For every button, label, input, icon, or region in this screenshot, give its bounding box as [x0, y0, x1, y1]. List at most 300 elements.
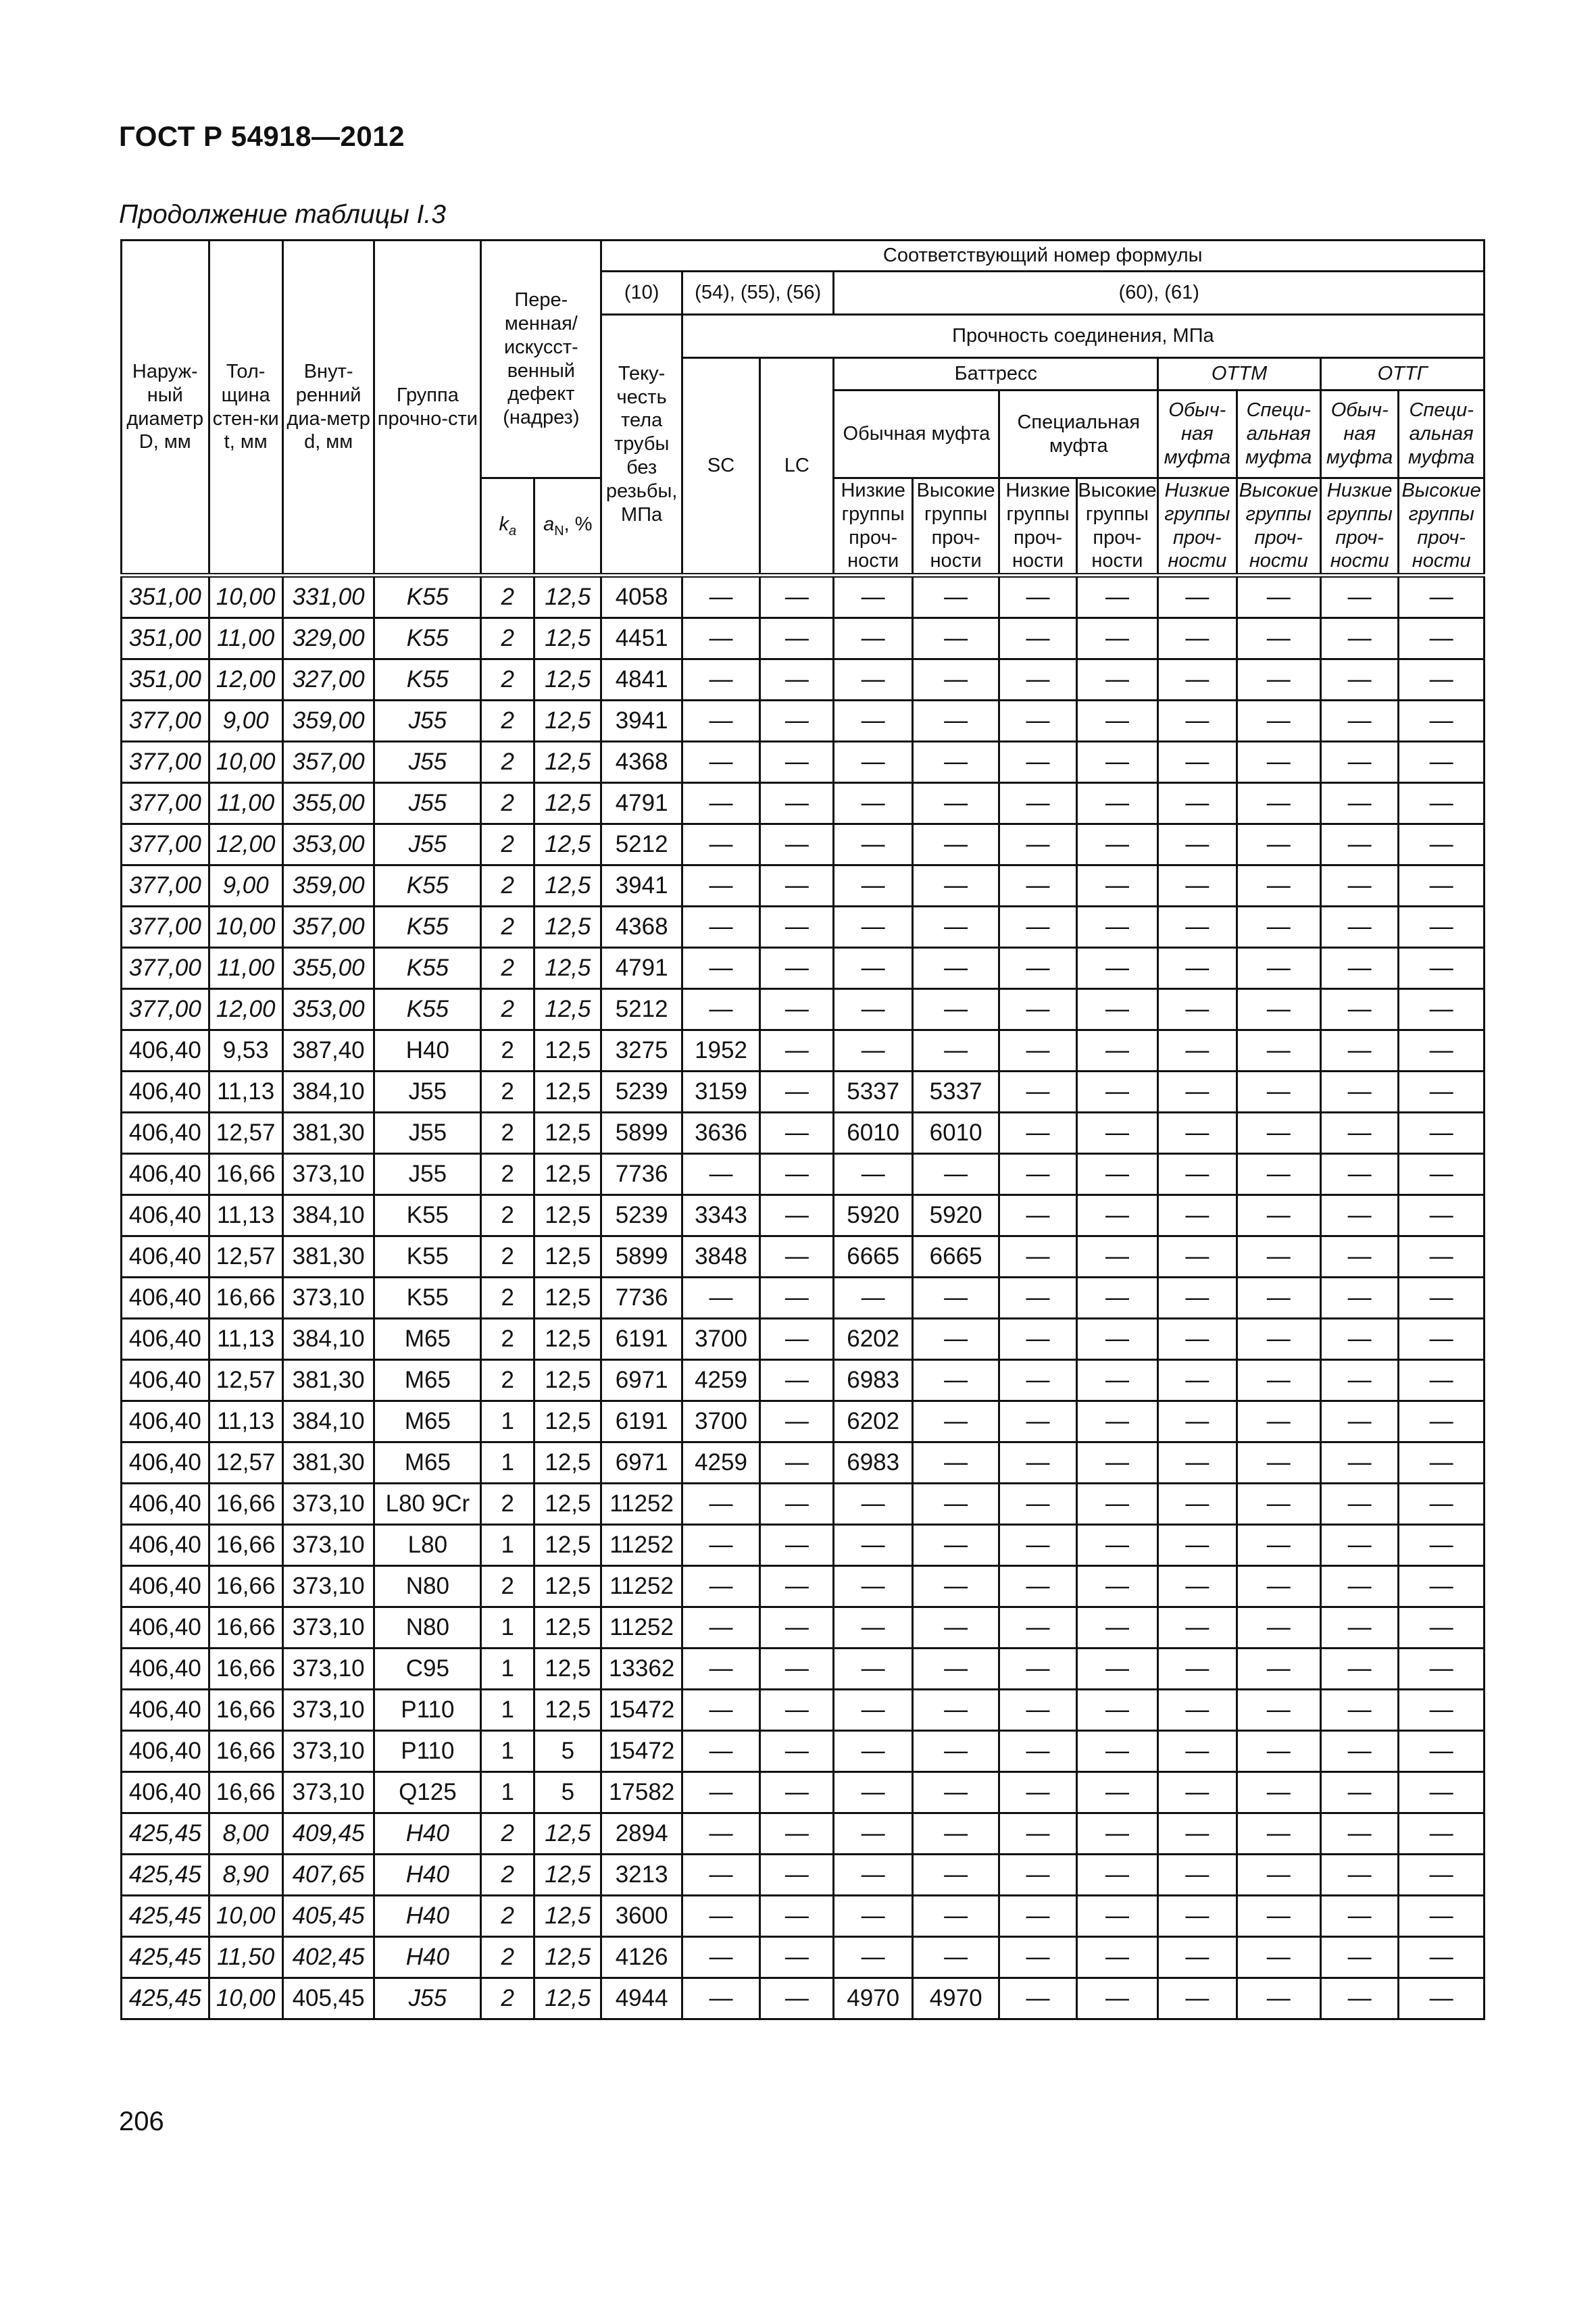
table-cell: —	[1076, 1236, 1157, 1278]
table-row	[122, 1236, 1485, 1278]
header-formula-54-56: (54), (55), (56)	[682, 272, 834, 315]
table-cell: —	[1321, 618, 1399, 659]
table-cell: —	[1076, 1896, 1157, 1937]
table-cell: 373,10	[282, 1772, 374, 1813]
table-cell: 357,00	[282, 907, 374, 948]
table-cell: 406,40	[122, 1484, 209, 1525]
table-cell: K55	[374, 907, 481, 948]
table-cell: 12,57	[209, 1360, 282, 1401]
table-cell: —	[999, 1484, 1076, 1525]
table-cell: 5920	[912, 1195, 999, 1236]
table-cell: 5212	[601, 989, 682, 1030]
table-cell: 3159	[682, 1072, 759, 1113]
an-label: $a_N$, %	[543, 513, 593, 538]
table-cell: 11,13	[209, 1401, 282, 1442]
table-cell: —	[1321, 948, 1399, 989]
table-cell: 1	[481, 1442, 534, 1484]
header-an	[534, 478, 601, 576]
header-low-groups: Низкие группы проч-ности	[834, 478, 912, 576]
table-cell: —	[999, 989, 1076, 1030]
table-cell: —	[1076, 1401, 1157, 1442]
table-cell: —	[760, 824, 834, 865]
table-cell: —	[1399, 1855, 1485, 1896]
table-cell: 9,00	[209, 701, 282, 742]
table-cell: —	[682, 1896, 759, 1937]
header-connection-strength: Прочность соединения, МПа	[682, 315, 1484, 358]
table-cell: —	[1399, 1442, 1485, 1484]
table-row	[122, 1896, 1485, 1937]
table-cell: —	[760, 865, 834, 907]
table-cell: 12,5	[534, 1154, 601, 1195]
table-cell: —	[1076, 1937, 1157, 1978]
table-cell: —	[1158, 1731, 1237, 1772]
table-cell: 3636	[682, 1113, 759, 1154]
table-cell: —	[1076, 1566, 1157, 1607]
table-cell: 3275	[601, 1030, 682, 1072]
table-cell: 355,00	[282, 948, 374, 989]
table-cell: —	[1158, 865, 1237, 907]
table-cell: 12,5	[534, 1401, 601, 1442]
table-cell: —	[682, 1978, 759, 2019]
table-cell: 10,00	[209, 907, 282, 948]
table-cell: 1	[481, 1731, 534, 1772]
table-cell: —	[834, 865, 912, 907]
table-cell: 6010	[834, 1113, 912, 1154]
table-cell: —	[682, 907, 759, 948]
table-cell: —	[760, 1030, 834, 1072]
table-cell: 3343	[682, 1195, 759, 1236]
table-cell: —	[1399, 701, 1485, 742]
header-buttress: Баттресс	[834, 358, 1158, 391]
table-cell: 373,10	[282, 1649, 374, 1690]
table-cell: —	[682, 1649, 759, 1690]
table-cell: 373,10	[282, 1566, 374, 1607]
table-body	[122, 576, 1485, 2019]
table-cell: K55	[374, 989, 481, 1030]
table-cell: —	[1237, 659, 1320, 701]
table-cell: 2	[481, 1195, 534, 1236]
table-cell: 406,40	[122, 1772, 209, 1813]
table-cell: —	[682, 865, 759, 907]
table-cell: —	[1237, 1113, 1320, 1154]
table-cell: —	[1321, 1649, 1399, 1690]
table-cell: —	[760, 1607, 834, 1649]
table-cell: —	[1158, 659, 1237, 701]
table-cell: 16,66	[209, 1154, 282, 1195]
header-special-coupling: Специальная муфта	[999, 391, 1158, 478]
table-cell: —	[999, 1731, 1076, 1772]
header-inner-diameter: Внут-ренний диа-метр d, мм	[282, 241, 374, 576]
table-cell: —	[999, 1360, 1076, 1401]
table-cell: —	[1237, 701, 1320, 742]
table-cell: —	[1399, 1978, 1485, 2019]
table-cell: 12,5	[534, 701, 601, 742]
table-cell: —	[1399, 742, 1485, 783]
table-cell: —	[1321, 1113, 1399, 1154]
table-cell: 5239	[601, 1195, 682, 1236]
table-cell: —	[1158, 1772, 1237, 1813]
table-cell: 406,40	[122, 1319, 209, 1360]
table-cell: —	[1076, 618, 1157, 659]
table-cell: —	[912, 989, 999, 1030]
table-cell: —	[760, 1401, 834, 1442]
table-cell: —	[1076, 1813, 1157, 1855]
table-cell: —	[760, 1442, 834, 1484]
table-cell: 12,57	[209, 1442, 282, 1484]
header-low-groups: Низкие группы проч-ности	[1321, 478, 1399, 576]
table-cell: 1952	[682, 1030, 759, 1072]
table-cell: —	[760, 1855, 834, 1896]
table-cell: 2	[481, 865, 534, 907]
table-cell: —	[912, 1030, 999, 1072]
table-cell: —	[1321, 1278, 1399, 1319]
table-cell: —	[760, 989, 834, 1030]
table-cell: —	[1076, 1690, 1157, 1731]
table-cell: —	[1399, 1937, 1485, 1978]
table-row	[122, 1154, 1485, 1195]
table-cell: —	[1076, 1855, 1157, 1896]
table-cell: 425,45	[122, 1978, 209, 2019]
table-cell: —	[999, 1195, 1076, 1236]
table-cell: 12,5	[534, 989, 601, 1030]
table-cell: —	[834, 783, 912, 824]
table-cell: 4791	[601, 783, 682, 824]
table-cell: —	[1237, 1607, 1320, 1649]
table-cell: 12,5	[534, 659, 601, 701]
table-cell: 5239	[601, 1072, 682, 1113]
table-cell: —	[1237, 1649, 1320, 1690]
table-cell: 12,5	[534, 1319, 601, 1360]
table-cell: —	[999, 1566, 1076, 1607]
table-cell: —	[999, 1690, 1076, 1731]
table-cell: —	[834, 1154, 912, 1195]
table-cell: 6971	[601, 1442, 682, 1484]
table-cell: 12,5	[534, 576, 601, 618]
table-cell: —	[760, 783, 834, 824]
table-cell: —	[834, 742, 912, 783]
table-cell: —	[1321, 659, 1399, 701]
table-cell: —	[1076, 576, 1157, 618]
table-cell: 425,45	[122, 1855, 209, 1896]
header-ottg: ОТТГ	[1321, 358, 1485, 391]
table-cell: 12,5	[534, 1937, 601, 1978]
table-cell: —	[999, 824, 1076, 865]
header-regular-coupling: Обычная муфта	[834, 391, 999, 478]
table-cell: —	[760, 1072, 834, 1113]
table-cell: 4944	[601, 1978, 682, 2019]
table-cell: 16,66	[209, 1525, 282, 1566]
table-cell: —	[760, 659, 834, 701]
table-cell: —	[1321, 1566, 1399, 1607]
table-cell: —	[912, 1525, 999, 1566]
table-cell: —	[1076, 1360, 1157, 1401]
table-cell: 2	[481, 576, 534, 618]
table-cell: 377,00	[122, 907, 209, 948]
header-sc: SC	[682, 358, 759, 576]
table-cell: 1	[481, 1772, 534, 1813]
table-cell: —	[912, 1154, 999, 1195]
table-cell: —	[912, 618, 999, 659]
header-high-groups: Высокие группы проч-ности	[912, 478, 999, 576]
table-cell: 351,00	[122, 576, 209, 618]
table-cell: —	[760, 1360, 834, 1401]
table-cell: 12,57	[209, 1236, 282, 1278]
table-cell: —	[1321, 907, 1399, 948]
table-cell: 4368	[601, 907, 682, 948]
table-cell: 16,66	[209, 1649, 282, 1690]
table-cell: Q125	[374, 1772, 481, 1813]
table-cell: 12,5	[534, 1607, 601, 1649]
table-row	[122, 1649, 1485, 1690]
table-cell: 406,40	[122, 1566, 209, 1607]
table-cell: 355,00	[282, 783, 374, 824]
table-cell: 357,00	[282, 742, 374, 783]
table-cell: 373,10	[282, 1484, 374, 1525]
table-cell: —	[834, 618, 912, 659]
table-cell: 406,40	[122, 1401, 209, 1442]
table-cell: 10,00	[209, 576, 282, 618]
table-cell: —	[1399, 989, 1485, 1030]
table-cell: —	[682, 576, 759, 618]
ka-label: $k_a$	[499, 513, 517, 538]
table-cell: —	[1399, 1896, 1485, 1937]
table-cell: —	[1321, 1360, 1399, 1401]
table-cell: 1	[481, 1690, 534, 1731]
table-cell: —	[912, 742, 999, 783]
header-defect: Пере-менная/ искусст-венный дефект (надрез)	[481, 241, 601, 478]
table-cell: 327,00	[282, 659, 374, 701]
table-cell: —	[1399, 1484, 1485, 1525]
table-cell: 377,00	[122, 865, 209, 907]
header-strength-group: Группа прочно-сти	[374, 241, 481, 576]
table-cell: —	[1076, 659, 1157, 701]
table-cell: —	[760, 1690, 834, 1731]
table-cell: —	[1076, 1442, 1157, 1484]
table-cell: —	[1158, 1113, 1237, 1154]
table-cell: —	[1399, 1731, 1485, 1772]
header-ottm: ОТТМ	[1158, 358, 1321, 391]
table-cell: —	[834, 907, 912, 948]
table-cell: —	[1399, 1319, 1485, 1360]
table-cell: —	[1399, 618, 1485, 659]
table-cell: —	[999, 1072, 1076, 1113]
table-cell: 331,00	[282, 576, 374, 618]
table-cell: —	[1237, 1319, 1320, 1360]
table-cell: —	[682, 659, 759, 701]
table-cell: —	[1321, 701, 1399, 742]
table-cell: 12,5	[534, 1649, 601, 1690]
table-cell: —	[1321, 1319, 1399, 1360]
table-cell: —	[1237, 1360, 1320, 1401]
table-cell: 2	[481, 948, 534, 989]
table-cell: —	[1399, 824, 1485, 865]
table-cell: —	[1158, 824, 1237, 865]
table-cell: —	[1399, 1278, 1485, 1319]
table-cell: 4970	[834, 1978, 912, 2019]
table-cell: —	[999, 659, 1076, 701]
table-cell: 15472	[601, 1731, 682, 1772]
table-cell: 359,00	[282, 701, 374, 742]
table-cell: —	[912, 659, 999, 701]
table-cell: 373,10	[282, 1607, 374, 1649]
table-cell: —	[682, 989, 759, 1030]
table-cell: 3600	[601, 1896, 682, 1937]
table-cell: 5212	[601, 824, 682, 865]
table-cell: 11,00	[209, 948, 282, 989]
header-outer-diameter: Наруж-ный диаметр D, мм	[122, 241, 209, 576]
table-cell: 406,40	[122, 1690, 209, 1731]
table-cell: —	[1158, 1813, 1237, 1855]
table-cell: —	[1321, 824, 1399, 865]
table-cell: 11,13	[209, 1195, 282, 1236]
header-ottg-special: Специ-альная муфта	[1399, 391, 1485, 478]
table-cell: —	[1076, 824, 1157, 865]
table-cell: K55	[374, 1236, 481, 1278]
table-cell: —	[682, 1154, 759, 1195]
table-cell: —	[1076, 948, 1157, 989]
table-row	[122, 1978, 1485, 2019]
table-cell: —	[999, 1030, 1076, 1072]
table-cell: 2	[481, 1072, 534, 1113]
table-cell: 11252	[601, 1525, 682, 1566]
table-cell: 2	[481, 907, 534, 948]
table-row	[122, 618, 1485, 659]
header-high-groups: Высокие группы проч-ности	[1076, 478, 1157, 576]
table-cell: —	[912, 783, 999, 824]
table-cell: —	[1237, 1690, 1320, 1731]
table-cell: M65	[374, 1319, 481, 1360]
table-row	[122, 659, 1485, 701]
table-cell: 384,10	[282, 1195, 374, 1236]
table-cell: —	[1158, 1154, 1237, 1195]
table-cell: —	[1076, 907, 1157, 948]
table-cell: 425,45	[122, 1937, 209, 1978]
table-cell: —	[1237, 1072, 1320, 1113]
table-cell: 16,66	[209, 1278, 282, 1319]
table-cell: —	[1237, 1030, 1320, 1072]
header-low-groups: Низкие группы проч-ности	[999, 478, 1076, 576]
table-cell: 2	[481, 989, 534, 1030]
table-cell: 12,5	[534, 824, 601, 865]
table-cell: —	[999, 1772, 1076, 1813]
table-row	[122, 1813, 1485, 1855]
table-cell: —	[1076, 742, 1157, 783]
header-lc: LC	[760, 358, 834, 576]
table-cell: —	[760, 1772, 834, 1813]
header-wall-thickness: Тол-щина стен-ки t, мм	[209, 241, 282, 576]
table-cell: —	[1158, 948, 1237, 989]
table-cell: 13362	[601, 1649, 682, 1690]
table-cell: 353,00	[282, 824, 374, 865]
table-cell: 16,66	[209, 1690, 282, 1731]
table-cell: 2	[481, 1113, 534, 1154]
table-cell: 2	[481, 1236, 534, 1278]
table-row	[122, 1360, 1485, 1401]
table-cell: —	[1158, 783, 1237, 824]
table-cell: —	[760, 1978, 834, 2019]
table-cell: —	[1237, 1278, 1320, 1319]
table-cell: —	[1321, 576, 1399, 618]
table-cell: —	[834, 824, 912, 865]
table-cell: 1	[481, 1525, 534, 1566]
table-cell: —	[999, 1937, 1076, 1978]
table-row	[122, 824, 1485, 865]
table-cell: 2	[481, 1978, 534, 2019]
table-cell: —	[760, 1566, 834, 1607]
header-ka	[481, 478, 534, 576]
table-row	[122, 1855, 1485, 1896]
table-cell: —	[999, 1319, 1076, 1360]
table-cell: J55	[374, 824, 481, 865]
table-cell: —	[1076, 1113, 1157, 1154]
table-cell: 387,40	[282, 1030, 374, 1072]
header-formula-60-61: (60), (61)	[834, 272, 1485, 315]
table-cell: —	[1321, 1690, 1399, 1731]
table-cell: 12,5	[534, 1813, 601, 1855]
table-cell: 16,66	[209, 1566, 282, 1607]
table-cell: L80 9Cr	[374, 1484, 481, 1525]
table-cell: —	[1158, 1978, 1237, 2019]
table-cell: —	[1237, 989, 1320, 1030]
table-cell: 7736	[601, 1154, 682, 1195]
table-cell: —	[1321, 1154, 1399, 1195]
table-cell: —	[1237, 1731, 1320, 1772]
table-cell: N80	[374, 1607, 481, 1649]
table-cell: 6971	[601, 1360, 682, 1401]
table-cell: 4259	[682, 1442, 759, 1484]
table-cell: —	[834, 989, 912, 1030]
table-cell: 4058	[601, 576, 682, 618]
table-cell: 373,10	[282, 1690, 374, 1731]
table-cell: 11,00	[209, 783, 282, 824]
header-high-groups: Высокие группы проч-ности	[1399, 478, 1485, 576]
table-cell: —	[682, 1855, 759, 1896]
table-cell: —	[760, 618, 834, 659]
table-cell: —	[1399, 1113, 1485, 1154]
table-row	[122, 948, 1485, 989]
table-cell: —	[999, 1154, 1076, 1195]
table-cell: 381,30	[282, 1236, 374, 1278]
table-cell: 406,40	[122, 1154, 209, 1195]
table-cell: K55	[374, 576, 481, 618]
table-cell: 373,10	[282, 1731, 374, 1772]
table-cell: —	[1158, 1195, 1237, 1236]
table-cell: —	[1076, 989, 1157, 1030]
table-cell: 6191	[601, 1401, 682, 1442]
table-cell: 17582	[601, 1772, 682, 1813]
table-cell: 381,30	[282, 1442, 374, 1484]
table-cell: —	[1237, 1484, 1320, 1525]
table-cell: 12,5	[534, 742, 601, 783]
table-cell: 377,00	[122, 989, 209, 1030]
table-cell: —	[1158, 1319, 1237, 1360]
table-cell: —	[1321, 1896, 1399, 1937]
table-cell: —	[1321, 1772, 1399, 1813]
table-cell: 11,50	[209, 1937, 282, 1978]
header-body-yield: Теку-честь тела трубы без резьбы, МПа	[601, 315, 682, 576]
table-cell: H40	[374, 1813, 481, 1855]
table-cell: J55	[374, 783, 481, 824]
table-cell: H40	[374, 1030, 481, 1072]
table-cell: 12,5	[534, 1195, 601, 1236]
table-row	[122, 1937, 1485, 1978]
table-cell: —	[760, 1319, 834, 1360]
table-row	[122, 1607, 1485, 1649]
table-cell: —	[834, 1813, 912, 1855]
table-cell: —	[999, 1813, 1076, 1855]
table-cell: 10,00	[209, 1896, 282, 1937]
table-cell: —	[999, 1278, 1076, 1319]
